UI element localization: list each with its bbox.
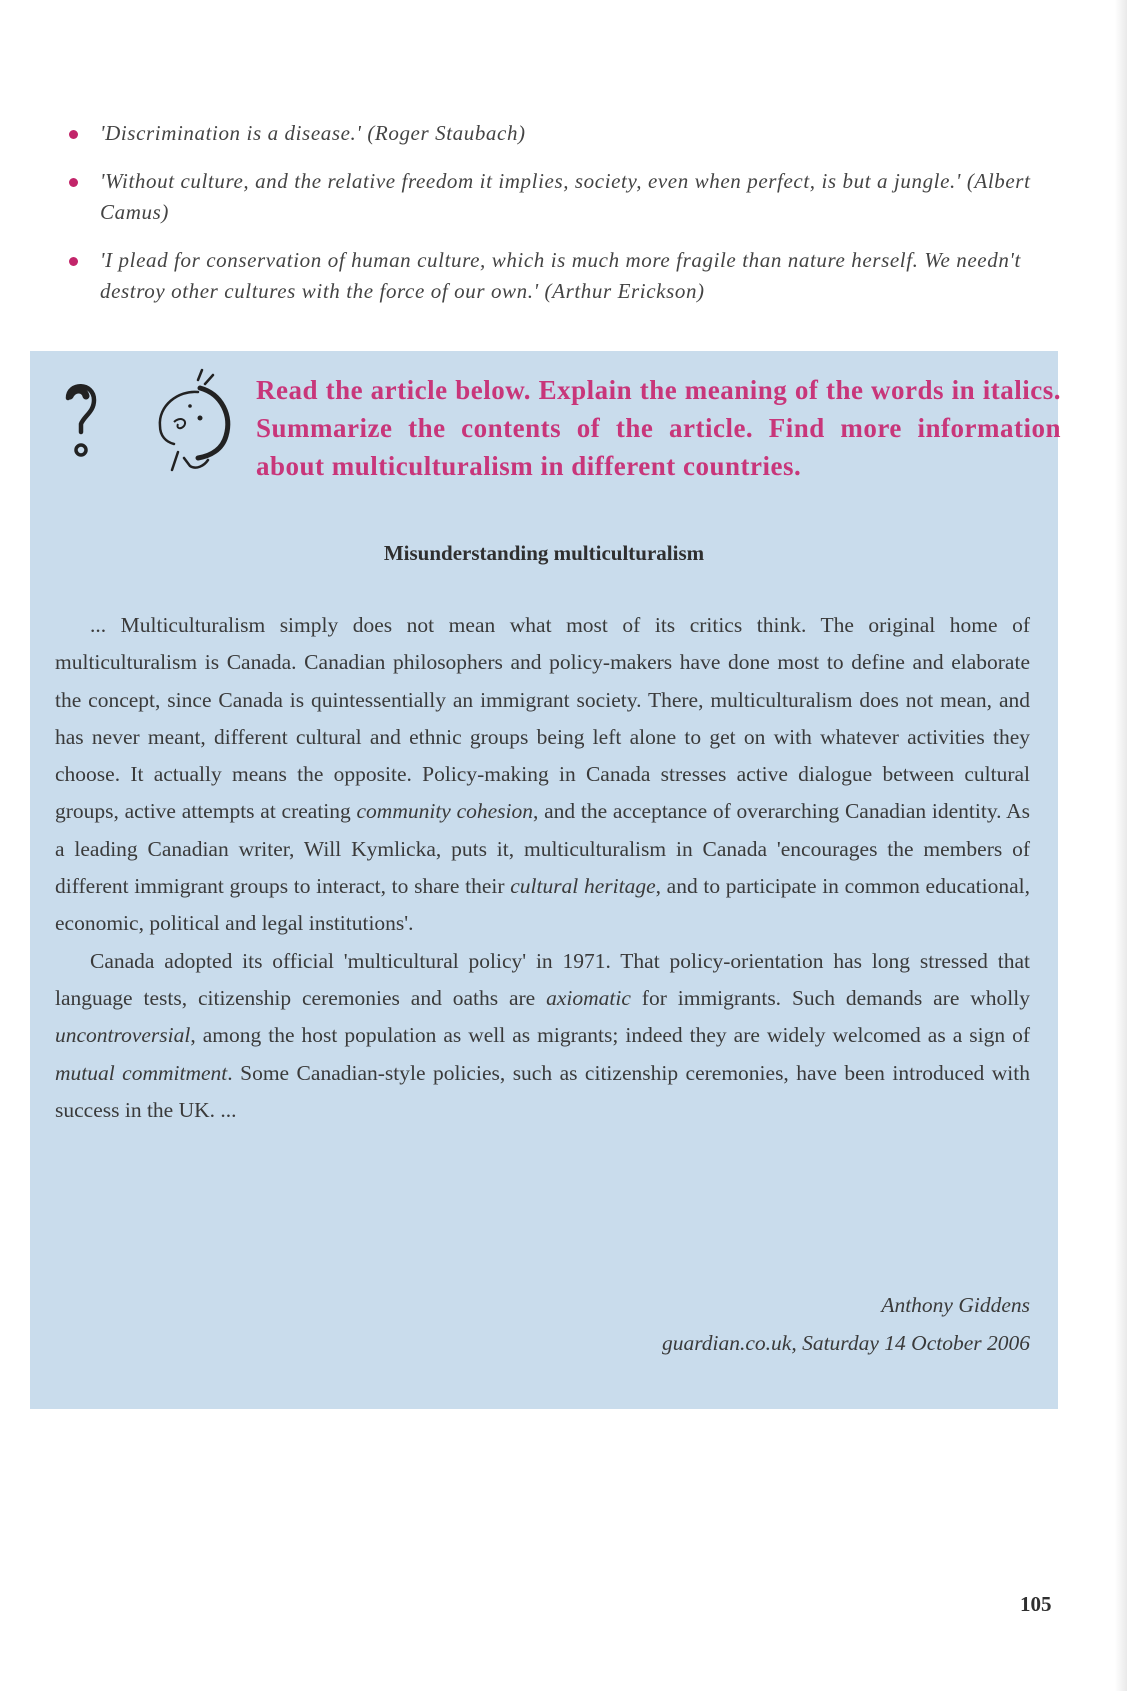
article-text: . Some Canadian-style policies, such as citizenship ceremonies, have been introduced with success in the UK. ...	[55, 1060, 1030, 1122]
italic-term: uncontroversial	[55, 1023, 191, 1048]
task-icons	[50, 366, 250, 476]
thinking-head-icon	[160, 370, 228, 470]
task-instruction: Read the article below. Explain the meaning of the words in italics. Summarize the contents of the article. Find more information about multiculturalism in different countries.	[256, 375, 1061, 481]
italic-term: community cohesion	[356, 799, 534, 824]
article-body	[55, 607, 1030, 1129]
quote-text: 'Discrimination is a disease.' (Roger Staubach)	[100, 121, 526, 145]
article-byline	[662, 1286, 1030, 1362]
article-text: , and to participate in common educational, economic, political and legal institutions'.	[55, 874, 1031, 936]
quote-text: 'I plead for conservation of human culture, which is much more fragile than nature herself. We needn't destroy other cultures with the force of our own.' (Arthur Erickson)	[100, 248, 1021, 303]
article-text: Canada adopted its official 'multicultural policy' in 1971. That policy-orientation has long stressed that language tests, citizenship ceremonies and oaths are	[55, 948, 1030, 1010]
article-text: , and the acceptance of overarching Canadian identity. As a leading Canadian writer, Will Kymlicka, puts it, multiculturalism in Canada 'encourages the members of different immigrant groups to interact, to share their	[55, 799, 1031, 899]
article-paragraph	[55, 943, 1030, 1129]
italic-term: mutual commitment	[55, 1060, 228, 1085]
italic-term: cultural heritage	[510, 874, 656, 899]
quote-item	[62, 245, 1062, 307]
quote-item	[62, 166, 1062, 228]
question-mark-icon	[68, 386, 94, 455]
bullet-icon	[69, 130, 78, 139]
bullet-icon	[69, 178, 78, 187]
article-author: Anthony Giddens	[881, 1293, 1030, 1317]
article-paragraph	[55, 607, 1030, 943]
quote-list	[62, 118, 1062, 324]
bullet-icon	[69, 257, 78, 266]
article-text: ... Multiculturalism simply does not mean what most of its critics think. The original home of multiculturalism is Canada. Canadian philosophers and policy-makers have done most to define and elaborate the concept, since Canada is quintessentially an immigrant society. There, multiculturalism does not mean, and has never meant, different cultural and ethnic groups being left alone to get on with whatever activities they choose. It actually means the opposite. Policy-making in Canada stresses active dialogue between cultural groups, active attempts at creating	[55, 613, 1030, 824]
article-text: for immigrants. Such demands are wholly	[630, 985, 1030, 1010]
article-text: , among the host population as well as migrants; indeed they are widely welcomed as a sign of	[190, 1023, 1030, 1048]
article-source: guardian.co.uk, Saturday 14 October 2006	[661, 1331, 1030, 1355]
quote-text: 'Without culture, and the relative freedom it implies, society, even when perfect, is but a jungle.' (Albert Camus)	[100, 169, 1031, 224]
italic-term: axiomatic	[546, 985, 631, 1010]
page-number: 105	[1020, 1592, 1052, 1616]
article-title: Misunderstanding multiculturalism	[383, 541, 705, 565]
quote-item	[62, 118, 1062, 149]
page-edge-shadow	[1115, 0, 1127, 1691]
task-panel	[30, 351, 1061, 1409]
